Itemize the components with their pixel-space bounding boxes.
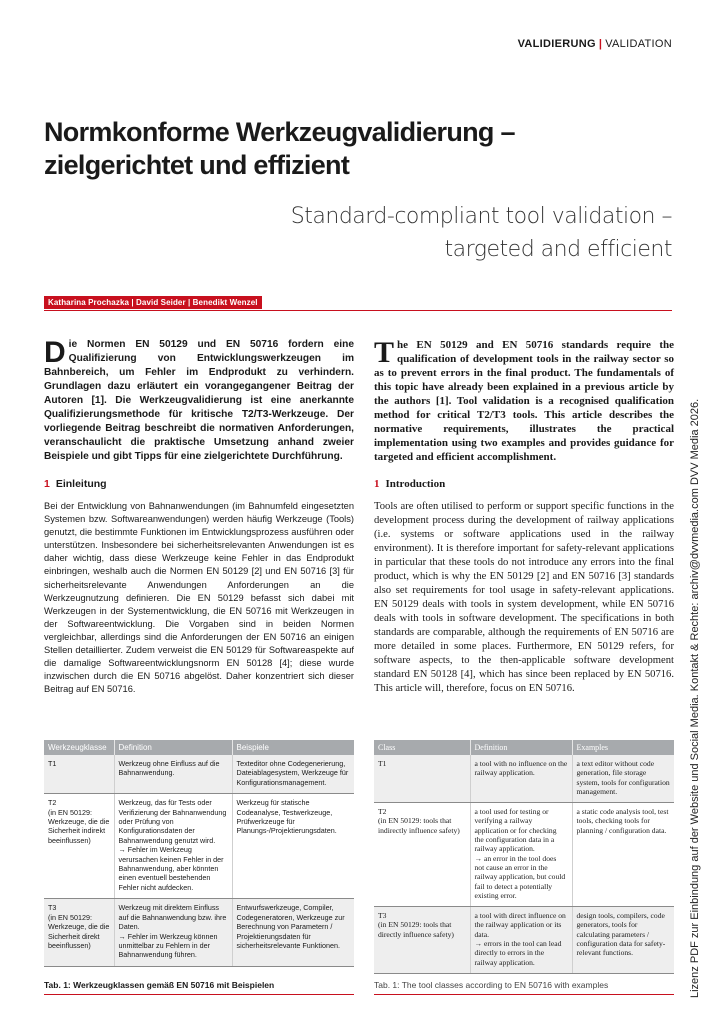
subtitle-line-2: targeted and efficient bbox=[444, 237, 672, 262]
german-lead bbox=[44, 338, 354, 464]
table-cell: Entwurfswerkzeuge, Compiler, Codegeneratoren, Werkzeuge zur Berechnung von Parametern / Projektierungsdaten für sicherheitsrelevante Funktionen. bbox=[232, 899, 354, 966]
article-subtitle bbox=[291, 200, 672, 266]
table-row bbox=[374, 907, 674, 974]
column-header: Class bbox=[374, 740, 470, 755]
table-cell: T3 (in EN 50129: tools that directly influence safety) bbox=[374, 907, 470, 974]
column-header: Werkzeugklasse bbox=[44, 740, 114, 755]
table-cell: T3 (in EN 50129: Werkzeuge, die die Sicherheit direkt beeinflussen) bbox=[44, 899, 114, 966]
table-row bbox=[374, 755, 674, 803]
table-cell: Werkzeug, das für Tests oder Verifizierung der Bahnanwendung oder Prüfung von Konfigurationsdaten der Bahnanwendung genutzt wird. → Fehler im Werkzeug verursachen keinen Fehler in der Bahnanwendung, aber könnten einen eventuell bestehenden Fehler nicht aufdecken. bbox=[114, 794, 232, 899]
table-cell: a text editor without code generation, file storage system, tools for configuration management. bbox=[572, 755, 674, 803]
column-header: Definition bbox=[470, 740, 572, 755]
english-tool-class-table bbox=[374, 740, 674, 974]
german-column bbox=[44, 338, 354, 696]
german-dropcap: D bbox=[44, 336, 66, 369]
english-heading-number: 1 bbox=[374, 478, 380, 490]
article-title: Normkonforme Werkzeugvalidierung – zielgerichtet und effizient bbox=[44, 117, 515, 180]
english-heading bbox=[374, 478, 674, 490]
table-cell: T1 bbox=[374, 755, 470, 803]
german-lead-text: ie Normen EN 50129 und EN 50716 fordern eine Qualifizierung von Entwicklungswerkzeugen im Bahnbereich, um Fehler im Endprodukt zu verhindern. Grundlagen dazu erläutert ein vorangegangener Beitrag der Autoren [1]. Die Werkzeugvalidierung ist eine anerkannte Qualifizierungsmethode für kritische T2/T3-Werkzeuge. Der vorliegende Beitrag beschreibt die normativen Anforderungen, veranschaulicht die praktische Umsetzung anhand zweier Beispiele und gibt Tipps für eine zielgerichtete Durchführung. bbox=[44, 339, 354, 462]
german-table-caption: Tab. 1: Werkzeugklassen gemäß EN 50716 mit Beispielen bbox=[44, 980, 275, 990]
section-label-en: VALIDATION bbox=[605, 38, 672, 50]
table-cell: Werkzeug ohne Einfluss auf die Bahnanwendung. bbox=[114, 755, 232, 794]
german-heading-text: Einleitung bbox=[55, 478, 107, 490]
english-caption-rule bbox=[374, 994, 674, 995]
english-column bbox=[374, 338, 674, 696]
table-cell: a static code analysis tool, test tools, checking tools for planning / configuration data. bbox=[572, 803, 674, 907]
authors-bar: Katharina Prochazka | David Seider | Benedikt Wenzel bbox=[44, 296, 262, 309]
table-cell: a tool with direct influence on the railway application or its data. → errors in the tool can lead directly to errors in the railway application. bbox=[470, 907, 572, 974]
german-body: Bei der Entwicklung von Bahnanwendungen (im Bahnumfeld eingesetzten Systemen bzw. Softwareanwendungen) werden häufig Werkzeuge (Tools) genutzt, die bestimmte Funktionen im Entwicklungsprozess ausführen oder unterstützen. Insbesondere bei sicherheitsrelevanten Anwendungen ist es daher wichtig, dass diese Werkzeuge keine Fehler in das Endprodukt einbringen, weshalb auch die Normen EN 50129 [2] und EN 50716 [3] für sicherheitsrelevante Anwendungen Anforderungen an die Werkzeugnutzung definieren. Die EN 50129 befasst sich dabei mit Werkzeugen in der Systementwicklung, die EN 50716 mit Werkzeugen in der Softwareentwicklung. Die Vorgaben sind in beiden Normen vergleichbar, allerdings sind die Anforderungen der EN 50716 an einigen Stellen detaillierter. Zudem verweist die EN 50129 für Softwareaspekte auf die damalige Softwareentwicklungsnorm EN 50128 [4]; diese wurde inzwischen durch die EN 50716 abgelöst. Daher konzentriert sich dieser Beitrag auf EN 50716. bbox=[44, 501, 354, 695]
title-divider bbox=[44, 310, 672, 311]
english-dropcap: T bbox=[374, 336, 395, 369]
table-row bbox=[44, 899, 354, 966]
column-header: Examples bbox=[572, 740, 674, 755]
section-label: VALIDIERUNG bbox=[517, 38, 596, 50]
table-cell: a tool with no influence on the railway application. bbox=[470, 755, 572, 803]
section-separator: | bbox=[598, 38, 603, 50]
german-heading-number: 1 bbox=[44, 478, 50, 490]
english-lead bbox=[374, 338, 674, 464]
column-header: Definition bbox=[114, 740, 232, 755]
english-heading-text: Introduction bbox=[385, 478, 446, 490]
table-cell: T2 (in EN 50129: Werkzeuge, die die Sicherheit indirekt beeinflussen) bbox=[44, 794, 114, 899]
table-header-row bbox=[374, 740, 674, 755]
german-tool-class-table bbox=[44, 740, 354, 967]
license-notice: Lizenz PDF zur Einbindung auf der Website und Social Media. Kontakt & Rechte: archiv@dvvmedia.com DVV Media 2026. bbox=[689, 398, 701, 998]
english-body: Tools are often utilised to perform or support specific functions in the development process during the development of railway applications (i.e. systems or software applications used in the railway environment). It is therefore important for safety-relevant applications in particular that these tools do not introduce any errors into the final product, which is why the EN 50129 [2] and EN 50716 [3] standards also set requirements for tool usage in safety-relevant applications. EN 50129 deals with tools in system development, while EN 50716 deals with tools in software development. The specifications in both standards are comparable, although the requirements of EN 50716 are more detailed in some places. Furthermore, EN 50129 refers, for software aspects, to the then-applicable software development standard EN 50128 [4], which has since been replaced by EN 50716. This article will, therefore, focus on EN 50716. bbox=[374, 501, 674, 694]
english-table-caption: Tab. 1: The tool classes according to EN 50716 with examples bbox=[374, 980, 609, 990]
table-cell: Werkzeug mit direktem Einfluss auf die Bahnanwendung bzw. ihre Daten. → Fehler im Werkzeug können unmittelbar zu Fehlern in der Bahnanwendung führen. bbox=[114, 899, 232, 966]
table-cell: Werkzeug für statische Codeanalyse, Testwerkzeuge, Prüfwerkzeuge für Planungs-/Projektierungsdaten. bbox=[232, 794, 354, 899]
german-heading bbox=[44, 478, 354, 490]
table-row bbox=[44, 755, 354, 794]
table-cell: T1 bbox=[44, 755, 114, 794]
subtitle-line-1: Standard-compliant tool validation – bbox=[290, 204, 672, 229]
table-cell: T2 (in EN 50129: tools that indirectly influence safety) bbox=[374, 803, 470, 907]
table-cell: a tool used for testing or verifying a railway application or for checking the configuration data in a railway application. → an error in the tool does not cause an error in the railway application, but could fail to detect a potentially existing error. bbox=[470, 803, 572, 907]
german-caption-rule bbox=[44, 994, 354, 995]
table-cell: Texteditor ohne Codegenerierung, Dateiablagesystem, Werkzeuge für Konfigurationsmanagement. bbox=[232, 755, 354, 794]
table-row bbox=[44, 794, 354, 899]
english-lead-text: he EN 50129 and EN 50716 standards require the qualification of development tools in the railway sector so as to prevent errors in the final product. The fundamentals of this topic have already been explained in a previous article by the authors [1]. Tool validation is a recognised qualification method for critical T2/T3 tools. This article describes the normative requirements, illustrates the practical implementation using two examples and provides guidance for targeted and efficient accomplishment. bbox=[374, 339, 674, 463]
table-cell: design tools, compilers, code generators, tools for calculating parameters / configuration data for safety-relevant functions. bbox=[572, 907, 674, 974]
section-header bbox=[518, 38, 672, 50]
table-row bbox=[374, 803, 674, 907]
column-header: Beispiele bbox=[232, 740, 354, 755]
table-header-row bbox=[44, 740, 354, 755]
